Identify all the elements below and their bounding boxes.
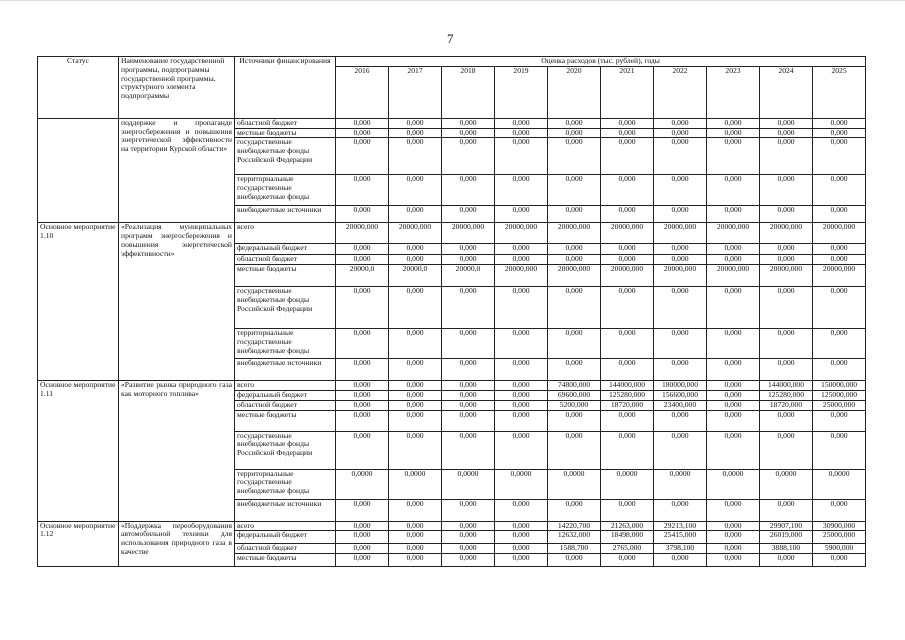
value-cell: 20000,000: [495, 265, 548, 287]
year-header: 2018: [442, 66, 495, 118]
value-cell: 20000,000: [760, 265, 813, 287]
value-cell: 0,000: [760, 206, 813, 223]
value-cell: 0,000: [389, 390, 442, 400]
value-cell: 0,000: [707, 138, 760, 175]
value-cell: 20000,000: [548, 265, 601, 287]
value-cell: 69600,000: [548, 390, 601, 400]
value-cell: 20000,000: [707, 265, 760, 287]
value-cell: 18498,000: [601, 531, 654, 544]
table-row: [38, 521, 866, 531]
value-cell: 0,0000: [389, 469, 442, 499]
funding-source-cell: федеральный бюджет: [235, 531, 336, 544]
value-cell: 0,000: [495, 287, 548, 329]
status-cell: [38, 118, 119, 223]
value-cell: 0,000: [813, 329, 866, 359]
value-cell: 0,000: [601, 554, 654, 567]
value-cell: 0,000: [813, 410, 866, 431]
value-cell: 0,000: [707, 244, 760, 255]
value-cell: 0,000: [389, 531, 442, 544]
value-cell: 0,000: [813, 244, 866, 255]
value-cell: 1588,700: [548, 544, 601, 554]
value-cell: 0,000: [654, 554, 707, 567]
value-cell: 0,000: [707, 544, 760, 554]
value-cell: 0,000: [495, 175, 548, 206]
table-row: [38, 223, 866, 244]
value-cell: 0,000: [548, 359, 601, 381]
budget-table: [37, 56, 866, 567]
value-cell: 0,000: [813, 287, 866, 329]
value-cell: 0,000: [601, 410, 654, 431]
value-cell: 0,000: [336, 329, 389, 359]
value-cell: 0,000: [442, 138, 495, 175]
value-cell: 20000,000: [760, 223, 813, 244]
value-cell: 0,000: [760, 410, 813, 431]
value-cell: 0,000: [336, 410, 389, 431]
year-header: 2016: [336, 66, 389, 118]
value-cell: 0,000: [495, 138, 548, 175]
value-cell: 0,0000: [548, 469, 601, 499]
value-cell: 0,000: [813, 138, 866, 175]
value-cell: 0,000: [707, 400, 760, 410]
value-cell: 0,000: [548, 287, 601, 329]
value-cell: 0,000: [654, 206, 707, 223]
value-cell: 0,000: [707, 381, 760, 391]
value-cell: 20000,0: [389, 265, 442, 287]
value-cell: 0,000: [548, 410, 601, 431]
value-cell: 5900,000: [813, 544, 866, 554]
value-cell: 0,000: [495, 255, 548, 265]
value-cell: 0,000: [389, 400, 442, 410]
value-cell: 0,000: [389, 499, 442, 521]
value-cell: 0,000: [336, 206, 389, 223]
value-cell: 0,000: [495, 206, 548, 223]
year-header: 2019: [495, 66, 548, 118]
value-cell: 0,000: [707, 359, 760, 381]
value-cell: 0,000: [336, 400, 389, 410]
value-cell: 0,000: [548, 206, 601, 223]
value-cell: 0,000: [389, 359, 442, 381]
funding-source-cell: внебюджетные источники: [235, 206, 336, 223]
value-cell: 20000,000: [495, 223, 548, 244]
value-cell: 125280,000: [601, 390, 654, 400]
value-cell: 20000,000: [336, 223, 389, 244]
value-cell: 0,000: [707, 521, 760, 531]
value-cell: 0,000: [760, 175, 813, 206]
value-cell: 0,000: [389, 244, 442, 255]
value-cell: 0,000: [442, 206, 495, 223]
value-cell: 0,000: [442, 400, 495, 410]
value-cell: 3798,100: [654, 544, 707, 554]
value-cell: 0,000: [442, 390, 495, 400]
header-status: Статус: [38, 57, 119, 119]
value-cell: 0,000: [389, 118, 442, 128]
value-cell: 0,000: [389, 128, 442, 138]
value-cell: 0,000: [442, 554, 495, 567]
value-cell: 0,000: [389, 554, 442, 567]
value-cell: 0,000: [707, 410, 760, 431]
value-cell: 25415,000: [654, 531, 707, 544]
value-cell: 0,000: [442, 499, 495, 521]
value-cell: 20000,000: [389, 223, 442, 244]
value-cell: 0,000: [389, 287, 442, 329]
value-cell: 29213,100: [654, 521, 707, 531]
value-cell: 0,0000: [442, 469, 495, 499]
value-cell: 0,000: [336, 431, 389, 469]
value-cell: 20000,000: [813, 223, 866, 244]
value-cell: 0,000: [760, 329, 813, 359]
value-cell: 0,000: [760, 255, 813, 265]
funding-source-cell: областной бюджет: [235, 400, 336, 410]
value-cell: 0,000: [495, 390, 548, 400]
value-cell: 0,000: [442, 128, 495, 138]
value-cell: 0,000: [707, 206, 760, 223]
value-cell: 0,000: [336, 138, 389, 175]
value-cell: 0,000: [336, 175, 389, 206]
value-cell: 14220,700: [548, 521, 601, 531]
value-cell: 20000,000: [813, 265, 866, 287]
value-cell: 0,000: [548, 499, 601, 521]
value-cell: 0,000: [442, 410, 495, 431]
header-source: Источники финансирования: [235, 57, 336, 119]
value-cell: 0,000: [495, 118, 548, 128]
value-cell: 0,000: [442, 381, 495, 391]
value-cell: 144000,000: [760, 381, 813, 391]
value-cell: 0,000: [389, 175, 442, 206]
value-cell: 0,000: [707, 329, 760, 359]
funding-source-cell: местные бюджеты: [235, 554, 336, 567]
value-cell: 0,000: [760, 431, 813, 469]
value-cell: 0,000: [442, 521, 495, 531]
value-cell: 0,000: [707, 175, 760, 206]
value-cell: 0,000: [442, 544, 495, 554]
value-cell: 0,000: [601, 329, 654, 359]
program-name-cell: «Поддержка переоборудования автомобильной техники для использования природного газа в качестве: [119, 521, 235, 567]
value-cell: 0,000: [813, 118, 866, 128]
value-cell: 0,000: [548, 244, 601, 255]
value-cell: 0,000: [495, 521, 548, 531]
value-cell: 0,000: [813, 128, 866, 138]
header-estimate: Оценка расходов (тыс. рублей), годы: [336, 57, 866, 67]
value-cell: 20000,000: [601, 265, 654, 287]
value-cell: 0,000: [495, 499, 548, 521]
value-cell: 0,000: [654, 287, 707, 329]
value-cell: 0,000: [442, 329, 495, 359]
value-cell: 0,000: [654, 244, 707, 255]
value-cell: 0,000: [495, 531, 548, 544]
value-cell: 20000,000: [654, 223, 707, 244]
value-cell: 0,000: [336, 128, 389, 138]
year-header: 2023: [707, 66, 760, 118]
year-header: 2017: [389, 66, 442, 118]
funding-source-cell: областной бюджет: [235, 255, 336, 265]
value-cell: 0,000: [601, 118, 654, 128]
value-cell: 0,000: [495, 400, 548, 410]
value-cell: 0,000: [813, 499, 866, 521]
year-header: 2025: [813, 66, 866, 118]
value-cell: 0,000: [707, 499, 760, 521]
value-cell: 0,000: [336, 244, 389, 255]
value-cell: 74800,000: [548, 381, 601, 391]
value-cell: 18720,000: [760, 400, 813, 410]
value-cell: 0,000: [548, 329, 601, 359]
value-cell: 0,000: [654, 431, 707, 469]
funding-source-cell: федеральный бюджет: [235, 390, 336, 400]
value-cell: 0,000: [495, 554, 548, 567]
value-cell: 0,000: [707, 431, 760, 469]
value-cell: 0,000: [389, 544, 442, 554]
value-cell: 0,000: [495, 544, 548, 554]
value-cell: 0,0000: [601, 469, 654, 499]
value-cell: 0,000: [336, 521, 389, 531]
year-header: 2021: [601, 66, 654, 118]
value-cell: 0,0000: [495, 469, 548, 499]
value-cell: 3888,100: [760, 544, 813, 554]
value-cell: 0,000: [442, 359, 495, 381]
value-cell: 0,000: [495, 381, 548, 391]
funding-source-cell: территориальные государственные внебюджетные фонды: [235, 329, 336, 359]
value-cell: 0,000: [601, 287, 654, 329]
year-header: 2024: [760, 66, 813, 118]
value-cell: 150000,000: [813, 381, 866, 391]
value-cell: 0,000: [654, 138, 707, 175]
value-cell: 0,000: [654, 329, 707, 359]
value-cell: 0,000: [760, 128, 813, 138]
value-cell: 0,000: [813, 175, 866, 206]
value-cell: 0,000: [760, 499, 813, 521]
value-cell: 125000,000: [813, 390, 866, 400]
value-cell: 0,000: [760, 138, 813, 175]
value-cell: 156600,000: [654, 390, 707, 400]
value-cell: 0,000: [760, 244, 813, 255]
value-cell: 0,000: [442, 287, 495, 329]
value-cell: 0,000: [442, 175, 495, 206]
value-cell: 20000,000: [601, 223, 654, 244]
funding-source-cell: территориальные государственные внебюджетные фонды: [235, 175, 336, 206]
value-cell: 0,000: [654, 175, 707, 206]
funding-source-cell: всего: [235, 381, 336, 391]
value-cell: 0,000: [442, 531, 495, 544]
value-cell: 26019,000: [760, 531, 813, 544]
table-row: [38, 381, 866, 391]
funding-source-cell: государственные внебюджетные фонды Российской Федерации: [235, 287, 336, 329]
value-cell: 0,000: [707, 390, 760, 400]
value-cell: 0,000: [707, 287, 760, 329]
value-cell: 0,000: [389, 431, 442, 469]
value-cell: 18720,000: [601, 400, 654, 410]
value-cell: 0,000: [442, 118, 495, 128]
value-cell: 0,000: [707, 118, 760, 128]
value-cell: 0,000: [336, 287, 389, 329]
value-cell: 23400,000: [654, 400, 707, 410]
status-cell: Основное мероприятие 1.12: [38, 521, 119, 567]
page-number: 7: [447, 31, 454, 46]
value-cell: 0,000: [495, 359, 548, 381]
value-cell: 25000,000: [813, 531, 866, 544]
funding-source-cell: государственные внебюджетные фонды Российской Федерации: [235, 138, 336, 175]
value-cell: 0,000: [495, 244, 548, 255]
value-cell: 0,000: [707, 554, 760, 567]
value-cell: 0,000: [336, 544, 389, 554]
value-cell: 0,000: [813, 255, 866, 265]
value-cell: 0,000: [336, 531, 389, 544]
funding-source-cell: местные бюджеты: [235, 410, 336, 431]
value-cell: 20000,000: [654, 265, 707, 287]
value-cell: 0,000: [442, 244, 495, 255]
funding-source-cell: местные бюджеты: [235, 128, 336, 138]
value-cell: 0,000: [601, 128, 654, 138]
program-name-cell: «Развитие рынка природного газа как моторного топлива»: [119, 381, 235, 521]
value-cell: 20000,0: [442, 265, 495, 287]
value-cell: 0,000: [654, 499, 707, 521]
value-cell: 0,000: [548, 175, 601, 206]
value-cell: 20000,000: [442, 223, 495, 244]
funding-source-cell: всего: [235, 223, 336, 244]
value-cell: 0,000: [760, 359, 813, 381]
value-cell: 0,000: [654, 255, 707, 265]
value-cell: 0,000: [813, 206, 866, 223]
header-name: Наименование государственной программы, подпрограммы государственной программы, структурного элемента подпрограммы: [119, 57, 235, 119]
year-header: 2020: [548, 66, 601, 118]
value-cell: 0,000: [336, 255, 389, 265]
value-cell: 0,000: [336, 499, 389, 521]
value-cell: 0,000: [442, 431, 495, 469]
value-cell: 0,000: [548, 128, 601, 138]
value-cell: 20000,000: [707, 223, 760, 244]
value-cell: 0,000: [336, 390, 389, 400]
value-cell: 0,0000: [760, 469, 813, 499]
value-cell: 0,000: [548, 118, 601, 128]
value-cell: 0,000: [548, 255, 601, 265]
value-cell: 0,000: [813, 359, 866, 381]
funding-source-cell: внебюджетные источники: [235, 499, 336, 521]
value-cell: 12632,000: [548, 531, 601, 544]
value-cell: 0,000: [601, 255, 654, 265]
value-cell: 0,000: [760, 287, 813, 329]
status-cell: Основное мероприятие 1.11: [38, 381, 119, 521]
value-cell: 29907,100: [760, 521, 813, 531]
value-cell: 20000,0: [336, 265, 389, 287]
value-cell: 0,000: [601, 431, 654, 469]
value-cell: 180000,000: [654, 381, 707, 391]
top-scan-edge: [0, 0, 905, 1]
value-cell: 0,000: [389, 329, 442, 359]
value-cell: 0,0000: [813, 469, 866, 499]
funding-source-cell: федеральный бюджет: [235, 244, 336, 255]
value-cell: 21263,000: [601, 521, 654, 531]
value-cell: 0,000: [601, 499, 654, 521]
value-cell: 0,000: [495, 329, 548, 359]
value-cell: 0,000: [654, 359, 707, 381]
value-cell: 0,000: [495, 431, 548, 469]
table-row: [38, 118, 866, 128]
funding-source-cell: областной бюджет: [235, 118, 336, 128]
value-cell: 0,000: [601, 175, 654, 206]
value-cell: 0,000: [760, 118, 813, 128]
value-cell: 20000,000: [548, 223, 601, 244]
value-cell: 125280,000: [760, 390, 813, 400]
value-cell: 0,000: [548, 554, 601, 567]
value-cell: 0,0000: [707, 469, 760, 499]
funding-source-cell: местные бюджеты: [235, 265, 336, 287]
value-cell: 0,000: [336, 554, 389, 567]
value-cell: 5200,000: [548, 400, 601, 410]
funding-source-cell: государственные внебюджетные фонды Российской Федерации: [235, 431, 336, 469]
value-cell: 0,000: [813, 554, 866, 567]
value-cell: 0,000: [707, 128, 760, 138]
value-cell: 0,000: [548, 431, 601, 469]
value-cell: 25000,000: [813, 400, 866, 410]
year-header: 2022: [654, 66, 707, 118]
value-cell: 0,000: [654, 410, 707, 431]
value-cell: 0,000: [336, 118, 389, 128]
value-cell: 0,000: [601, 138, 654, 175]
funding-source-cell: территориальные государственные внебюджетные фонды: [235, 469, 336, 499]
program-name-cell: поддержке и пропаганде энергосбережения и повышения энергетической эффективности на территории Курской области»: [119, 118, 235, 223]
value-cell: 30900,000: [813, 521, 866, 531]
value-cell: 0,000: [442, 255, 495, 265]
value-cell: 144000,000: [601, 381, 654, 391]
value-cell: 0,000: [495, 128, 548, 138]
value-cell: 2765,000: [601, 544, 654, 554]
value-cell: 0,000: [760, 554, 813, 567]
value-cell: 0,0000: [654, 469, 707, 499]
value-cell: 0,000: [601, 206, 654, 223]
value-cell: 0,000: [548, 138, 601, 175]
value-cell: 0,000: [389, 381, 442, 391]
value-cell: 0,000: [389, 410, 442, 431]
value-cell: 0,000: [813, 431, 866, 469]
value-cell: 0,000: [601, 244, 654, 255]
value-cell: 0,000: [389, 521, 442, 531]
funding-source-cell: внебюджетные источники: [235, 359, 336, 381]
value-cell: 0,000: [495, 410, 548, 431]
value-cell: 0,000: [601, 359, 654, 381]
value-cell: 0,000: [707, 531, 760, 544]
value-cell: 0,000: [389, 206, 442, 223]
program-name-cell: «Реализация муниципальных программ энергосбережения и повышения энергетической эффективности»: [119, 223, 235, 381]
funding-source-cell: всего: [235, 521, 336, 531]
value-cell: 0,000: [389, 138, 442, 175]
value-cell: 0,000: [389, 255, 442, 265]
value-cell: 0,0000: [336, 469, 389, 499]
value-cell: 0,000: [707, 255, 760, 265]
value-cell: 0,000: [336, 359, 389, 381]
value-cell: 0,000: [654, 118, 707, 128]
funding-source-cell: областной бюджет: [235, 544, 336, 554]
value-cell: 0,000: [336, 381, 389, 391]
value-cell: 0,000: [654, 128, 707, 138]
status-cell: Основное мероприятие 1.10: [38, 223, 119, 381]
